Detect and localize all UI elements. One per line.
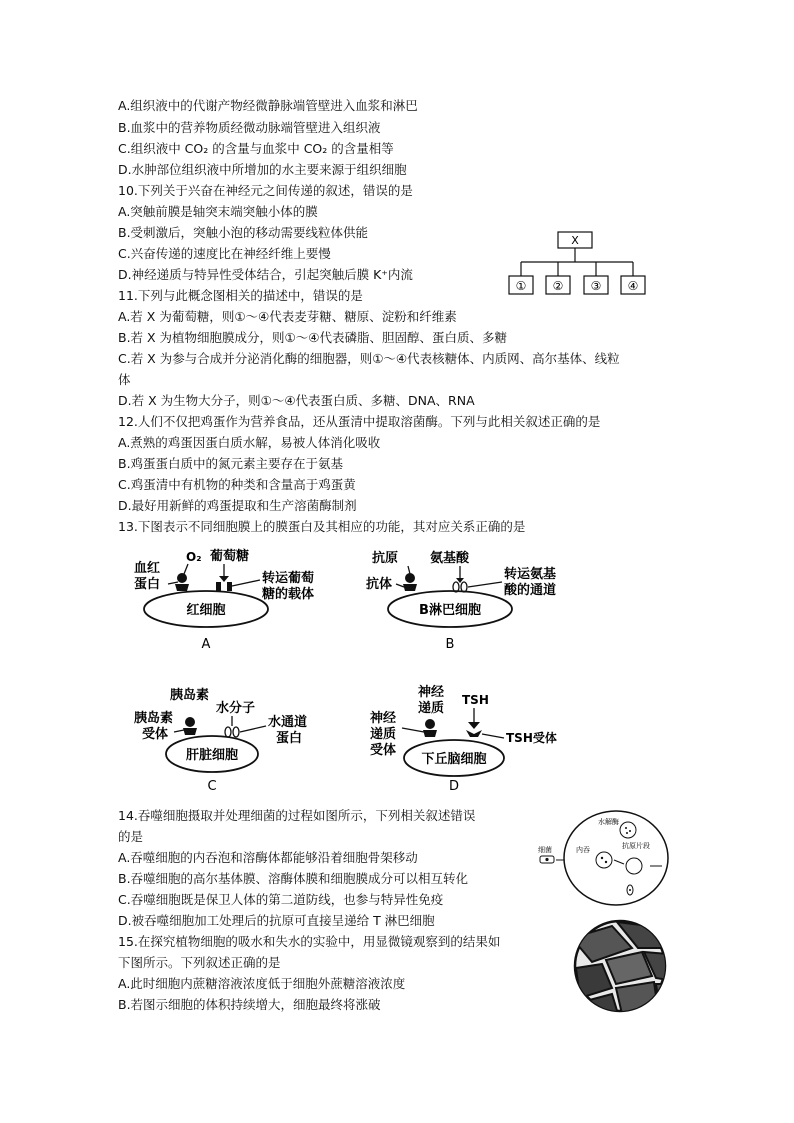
figa-letter: A [201,637,211,652]
figa-right-label-1: 转运葡萄 [262,571,315,586]
q15-stem: 15.在探究植物细胞的吸水和失水的实验中，用显微镜观察到的结果如 [118,934,501,949]
figb-right-label-2: 酸的通道 [504,583,557,598]
figc-right-label-2: 蛋白 [276,731,303,746]
figa-glucose-arrow [219,576,229,582]
figb-letter: B [445,637,455,652]
q12-option-b: B.鸡蛋蛋白质中的氮元素主要存在于氨基 [118,456,344,471]
q9-option-c: C.组织液中 CO₂ 的含量与血浆中 CO₂ 的含量相等 [118,141,394,156]
phagocyte-hydrolase-label: 水解酶 [598,818,619,826]
q15-stem-cont: 下图所示。下列叙述正确的是 [118,955,281,970]
q13-stem: 13.下图表示不同细胞膜上的膜蛋白及其相应的功能，其对应关系正确的是 [118,519,526,534]
concept-map-diagram [508,228,648,300]
q9-option-d: D.水肿部位组织液中所增加的水主要来源于组织细胞 [118,162,407,177]
figd-left-label-2: 递质 [370,727,397,742]
figb-antigen-label: 抗原 [372,551,399,566]
figc-water-label: 水分子 [216,701,256,716]
figc-left-label-2: 受体 [142,727,169,742]
figc-insulin-label: 胰岛素 [170,688,210,703]
q14-option-c: C.吞噬细胞既是保卫人体的第二道防线，也参与特异性免疫 [118,892,444,907]
q11-option-d: D.若 X 为生物大分子，则①～④代表蛋白质、多糖、DNA、RNA [118,393,475,408]
figb-cell-label: B淋巴细胞 [419,603,481,618]
figb-antigen-molecule [405,573,415,583]
concept-root-x: X [571,234,579,247]
figa-left-label-1: 血红 [134,561,161,576]
q11-stem: 11.下列与此概念图相关的描述中，错误的是 [118,288,363,303]
concept-box-4: ④ [627,279,639,293]
lysosome-icon [620,822,636,838]
q14-option-b: B.吞噬细胞的高尔基体膜、溶酶体膜和细胞膜成分可以相互转化 [118,871,469,886]
figa-o2-molecule [177,573,187,583]
q14-option-a: A.吞噬细胞的内吞泡和溶酶体都能够沿着细胞骨架移动 [118,850,418,865]
figb-amino-label: 氨基酸 [430,551,470,566]
q12-option-a: A.煮熟的鸡蛋因蛋白质水解，易被人体消化吸收 [118,435,381,450]
q10-stem: 10.下列关于兴奋在神经元之间传递的叙述，错误的是 [118,183,413,198]
figd-nt-label-1: 神经 [418,685,445,700]
figd-nt-molecule [425,719,435,729]
q12-stem: 12.人们不仅把鸡蛋作为营养食品，还从蛋清中提取溶菌酶。下列与此相关叙述正确的是 [118,414,601,429]
q12-option-d: D.最好用新鲜的鸡蛋提取和生产溶菌酶制剂 [118,498,357,513]
q11-option-a: A.若 X 为葡萄糖，则①～④代表麦芽糖、糖原、淀粉和纤维素 [118,309,457,324]
figa-cell-label: 红细胞 [186,603,226,618]
q15-option-b: B.若图示细胞的体积持续增大，细胞最终将涨破 [118,997,381,1012]
figd-left-label-1: 神经 [370,711,397,726]
concept-box-1: ① [515,279,527,293]
concept-box-3: ③ [590,279,602,293]
figb-right-label-1: 转运氨基 [504,567,557,582]
figa-o2-label: O₂ [186,550,202,564]
phagocyte-bacteria-label: 细菌 [538,846,552,854]
figc-letter: C [207,779,217,794]
q13-figure-c [128,682,333,794]
figc-insulin-molecule [185,717,195,727]
phagocyte-fragment-label: 抗原片段 [622,842,650,850]
q11-option-b: B.若 X 为植物细胞膜成分，则①～④代表磷脂、胆固醇、蛋白质、多糖 [118,330,507,345]
q14-stem: 14.吞噬细胞摄取并处理细菌的过程如图所示，下列相关叙述错误 [118,808,476,823]
q11-option-c-cont: 体 [118,372,131,387]
figb-left-label: 抗体 [366,577,393,592]
figa-left-label-2: 蛋白 [134,577,161,592]
phagocyte-endocytosis-label: 内吞 [576,846,590,854]
concept-box-2: ② [552,279,564,293]
microscope-view-plant-cells [572,918,668,1014]
phagocyte-diagram [530,804,670,912]
q11-option-c: C.若 X 为参与合成并分泌消化酶的细胞器，则①～④代表核糖体、内质网、高尔基体、线粒 [118,351,620,366]
figd-letter: D [448,779,460,794]
q10-option-c: C.兴奋传递的速度比在神经纤维上要慢 [118,246,331,261]
figc-cell-label: 肝脏细胞 [185,748,239,763]
q13-figure-d [366,682,566,794]
figa-right-label-2: 糖的载体 [262,587,315,602]
q10-option-a: A.突触前膜是轴突末端突触小体的膜 [118,204,318,219]
q10-option-b: B.受刺激后，突触小泡的移动需要线粒体供能 [118,225,369,240]
q9-option-b: B.血浆中的营养物质经微动脉端管壁进入组织液 [118,120,381,135]
figd-cell-label: 下丘脑细胞 [421,752,487,767]
figd-nt-label-2: 递质 [418,701,445,716]
q14-option-d: D.被吞噬细胞加工处理后的抗原可直接呈递给 T 淋巴细胞 [118,913,435,928]
figd-tsh-arrow [468,722,480,729]
q9-option-a: A.组织液中的代谢产物经微静脉端管壁进入血浆和淋巴 [118,98,418,113]
q15-option-a: A.此时细胞内蔗糖溶液浓度低于细胞外蔗糖溶液浓度 [118,976,406,991]
q10-option-d: D.神经递质与特异性受体结合，引起突触后膜 K⁺内流 [118,267,413,282]
q13-figure-a [128,544,333,652]
q13-figure-b [364,544,559,652]
phagosome-icon [596,852,612,868]
figc-right-label-1: 水通道 [268,715,308,730]
q14-stem-cont: 的是 [118,829,144,844]
figc-left-label-1: 胰岛素 [134,711,174,726]
figd-tsh-label: TSH [462,693,489,707]
q12-option-c: C.鸡蛋清中有机物的种类和含量高于鸡蛋黄 [118,477,356,492]
figd-left-label-3: 受体 [370,743,397,758]
figd-right-label: TSH受体 [506,731,557,745]
figa-glucose-label: 葡萄糖 [210,549,250,564]
